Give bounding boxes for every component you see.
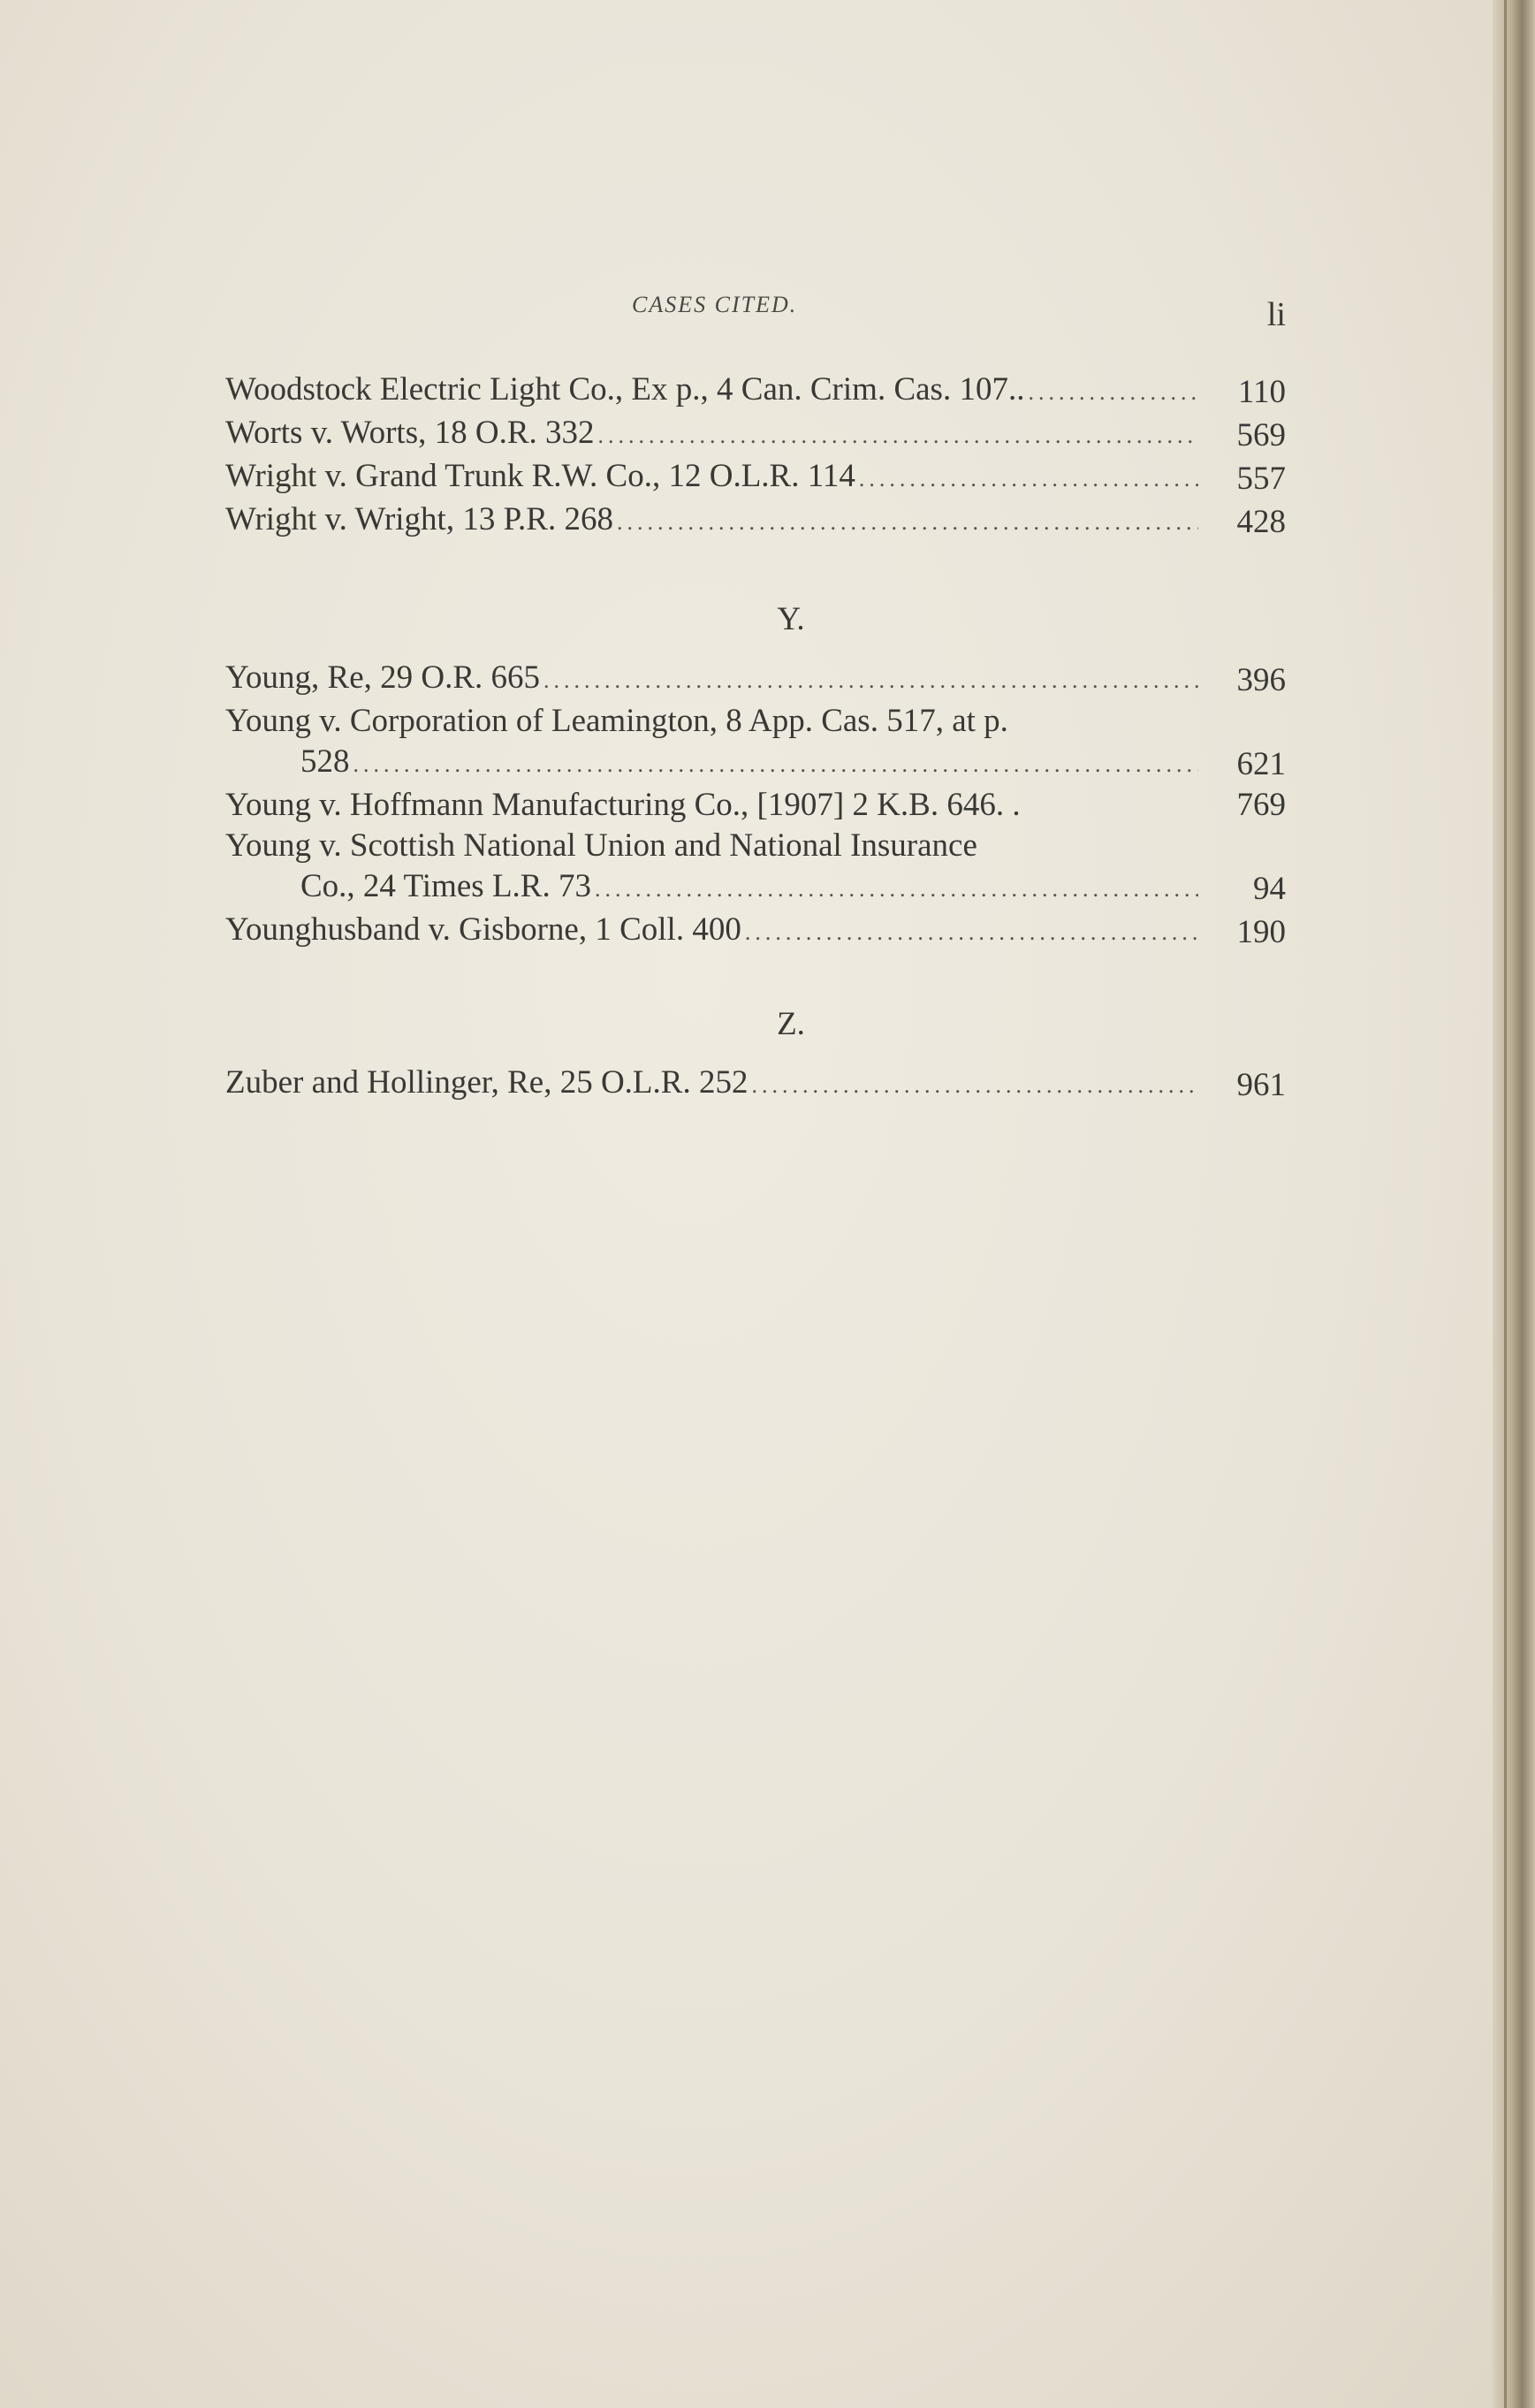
case-entry-younghusband bbox=[225, 910, 1286, 953]
leader-dots bbox=[353, 744, 1199, 785]
case-entry-young-hoffmann bbox=[225, 785, 1286, 826]
case-page-ref: 621 bbox=[1236, 746, 1286, 782]
case-citation: Wright v. Wright, 13 P.R. 268 bbox=[225, 501, 613, 537]
leader-dots bbox=[751, 1065, 1198, 1106]
case-citation: Young v. Hoffmann Manufacturing Co., [1907] 2 K.B. 646. . bbox=[225, 787, 1021, 823]
case-citation: Worts v. Worts, 18 O.R. 332 bbox=[225, 415, 595, 451]
section-letter-z: Z. bbox=[777, 1006, 805, 1042]
running-head: CASES CITED. bbox=[632, 292, 798, 317]
case-page-ref: 961 bbox=[1236, 1067, 1286, 1103]
leader-dots bbox=[543, 660, 1198, 701]
case-citation: Zuber and Hollinger, Re, 25 O.L.R. 252 bbox=[225, 1064, 749, 1101]
leader-dots bbox=[617, 502, 1198, 543]
case-page-ref: 396 bbox=[1236, 662, 1286, 698]
case-entry-wright-grand-trunk bbox=[225, 456, 1286, 499]
leader-dots bbox=[1028, 372, 1198, 413]
case-citation: Young v. Corporation of Leamington, 8 App. Cas. 517, at p. bbox=[225, 703, 1008, 739]
case-page-ref: 110 bbox=[1237, 374, 1286, 410]
case-page-ref: 769 bbox=[1236, 787, 1286, 823]
leader-dots bbox=[595, 869, 1198, 910]
case-entry-wright-wright bbox=[225, 499, 1286, 543]
case-citation: Younghusband v. Gisborne, 1 Coll. 400 bbox=[225, 911, 741, 948]
section-letter-y: Y. bbox=[777, 601, 805, 637]
case-entry-woodstock bbox=[225, 370, 1286, 413]
case-entry-zuber bbox=[225, 1063, 1286, 1106]
case-page-ref: 557 bbox=[1236, 461, 1286, 497]
leader-dots bbox=[745, 912, 1198, 953]
cases-cited-list bbox=[225, 370, 1286, 1106]
case-page-ref: 569 bbox=[1236, 417, 1286, 453]
page-number: li bbox=[1266, 296, 1286, 333]
page-header bbox=[225, 292, 1286, 336]
leader-dots bbox=[859, 459, 1198, 499]
leader-dots bbox=[598, 415, 1199, 456]
case-citation: Wright v. Grand Trunk R.W. Co., 12 O.L.R. 114 bbox=[225, 458, 855, 494]
case-citation-continued: 528 bbox=[300, 743, 350, 780]
case-citation-continued: Co., 24 Times L.R. 73 bbox=[300, 868, 591, 904]
case-citation: Young v. Scottish National Union and National Insurance bbox=[225, 827, 977, 864]
page-edge-shadow bbox=[1504, 0, 1507, 2408]
case-entry-young-leamington bbox=[225, 701, 1286, 785]
case-citation: Woodstock Electric Light Co., Ex p., 4 Can. Crim. Cas. 107.. bbox=[225, 371, 1025, 408]
case-entry-young-re bbox=[225, 658, 1286, 701]
page-binding-edge bbox=[1493, 0, 1535, 2408]
case-entry-worts bbox=[225, 413, 1286, 456]
case-page-ref: 190 bbox=[1236, 914, 1286, 950]
case-page-ref: 428 bbox=[1236, 504, 1286, 540]
case-citation: Young, Re, 29 O.R. 665 bbox=[225, 659, 541, 696]
case-entry-young-scottish bbox=[225, 826, 1286, 910]
case-page-ref: 94 bbox=[1253, 871, 1286, 907]
